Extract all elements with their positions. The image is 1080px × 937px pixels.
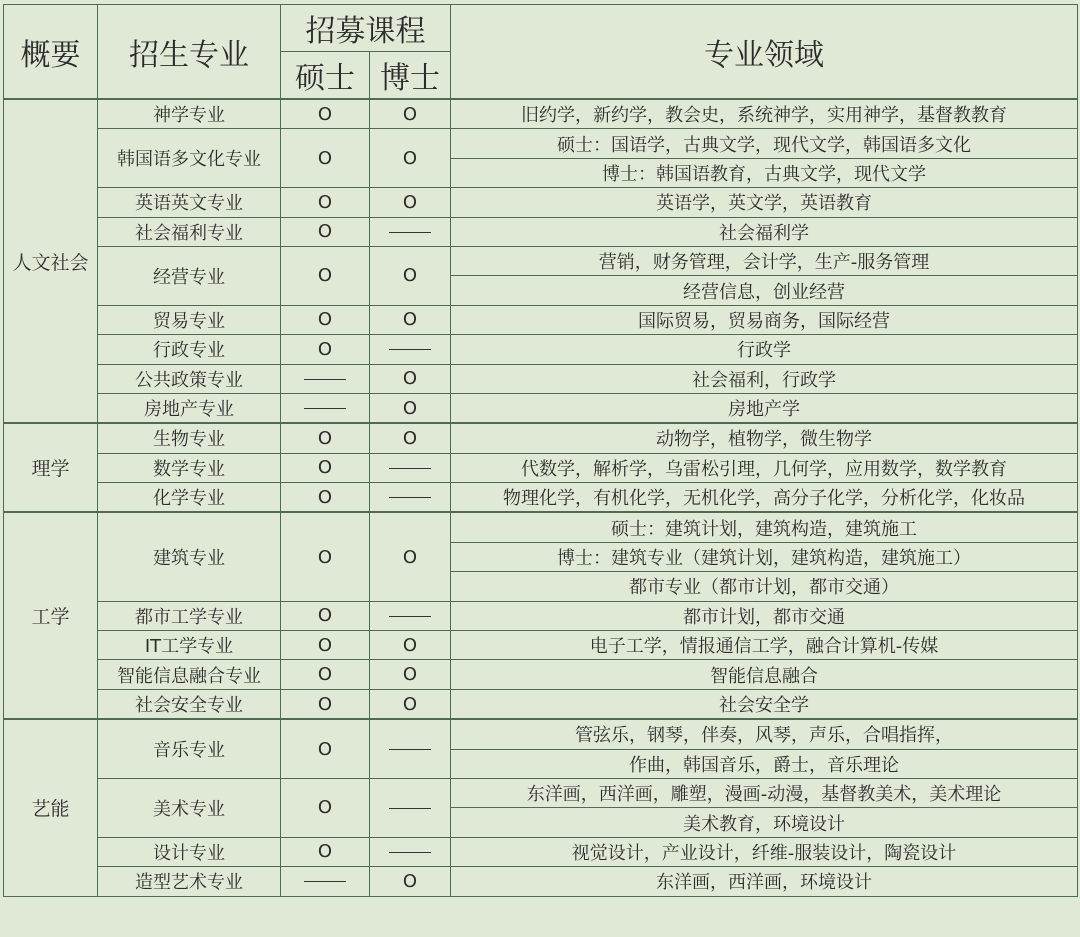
doctor-offered-cell: O: [370, 660, 451, 689]
field-cell: 都市专业（都市计划，都市交通）: [451, 572, 1078, 601]
master-offered-cell: [281, 364, 370, 393]
master-offered-cell: O: [281, 246, 370, 305]
field-cell: 代数学，解析学，乌雷松引理，几何学，应用数学，数学教育: [451, 453, 1078, 482]
category-cell: 人文社会: [4, 99, 98, 423]
major-name-cell: 房地产专业: [98, 393, 281, 423]
field-cell: 旧约学，新约学，教会史，系统神学，实用神学，基督教教育: [451, 99, 1078, 129]
field-cell: 英语学，英文学，英语教育: [451, 188, 1078, 217]
not-offered-dash: [389, 852, 431, 853]
major-name-cell: 建筑专业: [98, 512, 281, 601]
master-offered-cell: O: [281, 305, 370, 334]
master-offered-cell: [281, 393, 370, 423]
doctor-header: 博士: [370, 52, 451, 100]
table-row: [4, 837, 1078, 866]
doctor-offered-cell: [370, 837, 451, 866]
master-offered-cell: O: [281, 512, 370, 601]
major-name-cell: 社会安全专业: [98, 689, 281, 719]
master-offered-cell: O: [281, 453, 370, 482]
doctor-offered-cell: O: [370, 188, 451, 217]
master-offered-cell: O: [281, 217, 370, 246]
field-cell: 房地产学: [451, 393, 1078, 423]
table-row: [4, 601, 1078, 630]
doctor-offered-cell: [370, 778, 451, 837]
field-cell: 经营信息，创业经营: [451, 276, 1078, 305]
doctor-offered-cell: O: [370, 129, 451, 188]
major-name-cell: 社会福利专业: [98, 217, 281, 246]
table-row: [4, 689, 1078, 719]
doctor-offered-cell: O: [370, 99, 451, 129]
field-cell: 社会福利，行政学: [451, 364, 1078, 393]
field-cell: 动物学，植物学，微生物学: [451, 423, 1078, 453]
master-offered-cell: O: [281, 631, 370, 660]
doctor-offered-cell: [370, 335, 451, 364]
table-row: [4, 423, 1078, 453]
doctor-offered-cell: [370, 601, 451, 630]
not-offered-dash: [389, 616, 431, 617]
master-offered-cell: O: [281, 660, 370, 689]
not-offered-dash: [304, 408, 346, 409]
major-name-cell: 英语英文专业: [98, 188, 281, 217]
overview-header: 概要: [4, 5, 98, 100]
not-offered-dash: [389, 808, 431, 809]
table-row: [4, 867, 1078, 896]
not-offered-dash: [389, 232, 431, 233]
not-offered-dash: [389, 749, 431, 750]
field-cell: 营销，财务管理，会计学，生产-服务管理: [451, 246, 1078, 275]
not-offered-dash: [389, 349, 431, 350]
doctor-offered-cell: O: [370, 364, 451, 393]
field-cell: 东洋画，西洋画，环境设计: [451, 867, 1078, 896]
table-body: [4, 99, 1078, 896]
field-cell: 社会安全学: [451, 689, 1078, 719]
category-cell: 艺能: [4, 719, 98, 896]
not-offered-dash: [389, 468, 431, 469]
field-cell: 博士：韩国语教育，古典文学，现代文学: [451, 158, 1078, 187]
table-row: [4, 364, 1078, 393]
table-row: [4, 129, 1078, 158]
table-row: [4, 631, 1078, 660]
courses-header: 招募课程: [281, 5, 451, 52]
major-name-cell: 行政专业: [98, 335, 281, 364]
field-cell: 视觉设计，产业设计，纤维-服装设计，陶瓷设计: [451, 837, 1078, 866]
doctor-offered-cell: O: [370, 393, 451, 423]
not-offered-dash: [389, 497, 431, 498]
table-row: [4, 483, 1078, 513]
doctor-offered-cell: [370, 719, 451, 778]
table-row: [4, 453, 1078, 482]
major-name-cell: 美术专业: [98, 778, 281, 837]
table-row: [4, 719, 1078, 749]
field-cell: 国际贸易，贸易商务，国际经营: [451, 305, 1078, 334]
not-offered-dash: [304, 379, 346, 380]
master-offered-cell: O: [281, 601, 370, 630]
master-offered-cell: O: [281, 719, 370, 778]
master-offered-cell: O: [281, 837, 370, 866]
major-name-cell: 公共政策专业: [98, 364, 281, 393]
master-offered-cell: O: [281, 778, 370, 837]
not-offered-dash: [304, 881, 346, 882]
master-offered-cell: O: [281, 689, 370, 719]
table-row: [4, 188, 1078, 217]
field-cell: 硕士：国语学，古典文学，现代文学，韩国语多文化: [451, 129, 1078, 158]
major-name-cell: 智能信息融合专业: [98, 660, 281, 689]
major-name-cell: 都市工学专业: [98, 601, 281, 630]
major-name-cell: 神学专业: [98, 99, 281, 129]
doctor-offered-cell: O: [370, 305, 451, 334]
table-row: [4, 217, 1078, 246]
doctor-offered-cell: O: [370, 689, 451, 719]
doctor-offered-cell: O: [370, 246, 451, 305]
master-offered-cell: O: [281, 99, 370, 129]
master-offered-cell: O: [281, 335, 370, 364]
field-cell: 东洋画，西洋画，雕塑，漫画-动漫，基督教美术，美术理论: [451, 778, 1078, 807]
doctor-offered-cell: O: [370, 512, 451, 601]
major-name-cell: 设计专业: [98, 837, 281, 866]
table-row: [4, 246, 1078, 275]
field-header: 专业领域: [451, 5, 1078, 100]
major-name-cell: 造型艺术专业: [98, 867, 281, 896]
major-name-cell: 经营专业: [98, 246, 281, 305]
master-offered-cell: O: [281, 423, 370, 453]
master-offered-cell: O: [281, 188, 370, 217]
field-cell: 硕士：建筑计划，建筑构造，建筑施工: [451, 512, 1078, 542]
table-row: [4, 393, 1078, 423]
table-row: [4, 305, 1078, 334]
majors-table: [3, 4, 1078, 897]
doctor-offered-cell: [370, 483, 451, 513]
major-name-cell: 生物专业: [98, 423, 281, 453]
doctor-offered-cell: O: [370, 631, 451, 660]
table-row: [4, 778, 1078, 807]
field-cell: 智能信息融合: [451, 660, 1078, 689]
major-name-cell: 数学专业: [98, 453, 281, 482]
field-cell: 物理化学，有机化学，无机化学，高分子化学，分析化学，化妆品: [451, 483, 1078, 513]
category-cell: 工学: [4, 512, 98, 719]
master-offered-cell: O: [281, 483, 370, 513]
field-cell: 美术教育，环境设计: [451, 808, 1078, 837]
category-cell: 理学: [4, 423, 98, 512]
field-cell: 社会福利学: [451, 217, 1078, 246]
field-cell: 电子工学，情报通信工学，融合计算机-传媒: [451, 631, 1078, 660]
major-name-cell: 韩国语多文化专业: [98, 129, 281, 188]
doctor-offered-cell: O: [370, 867, 451, 896]
doctor-offered-cell: [370, 453, 451, 482]
major-header: 招生专业: [98, 5, 281, 100]
doctor-offered-cell: [370, 217, 451, 246]
field-cell: 博士：建筑专业（建筑计划，建筑构造，建筑施工）: [451, 542, 1078, 571]
master-header: 硕士: [281, 52, 370, 100]
table-row: [4, 512, 1078, 542]
doctor-offered-cell: O: [370, 423, 451, 453]
table-row: [4, 335, 1078, 364]
field-cell: 作曲，韩国音乐，爵士，音乐理论: [451, 749, 1078, 778]
field-cell: 管弦乐，钢琴，伴奏，风琴，声乐，合唱指挥，: [451, 719, 1078, 749]
table-row: [4, 99, 1078, 129]
major-name-cell: 化学专业: [98, 483, 281, 513]
field-cell: 都市计划，都市交通: [451, 601, 1078, 630]
major-name-cell: 音乐专业: [98, 719, 281, 778]
field-cell: 行政学: [451, 335, 1078, 364]
major-name-cell: IT工学专业: [98, 631, 281, 660]
table-row: [4, 660, 1078, 689]
major-name-cell: 贸易专业: [98, 305, 281, 334]
master-offered-cell: O: [281, 129, 370, 188]
master-offered-cell: [281, 867, 370, 896]
